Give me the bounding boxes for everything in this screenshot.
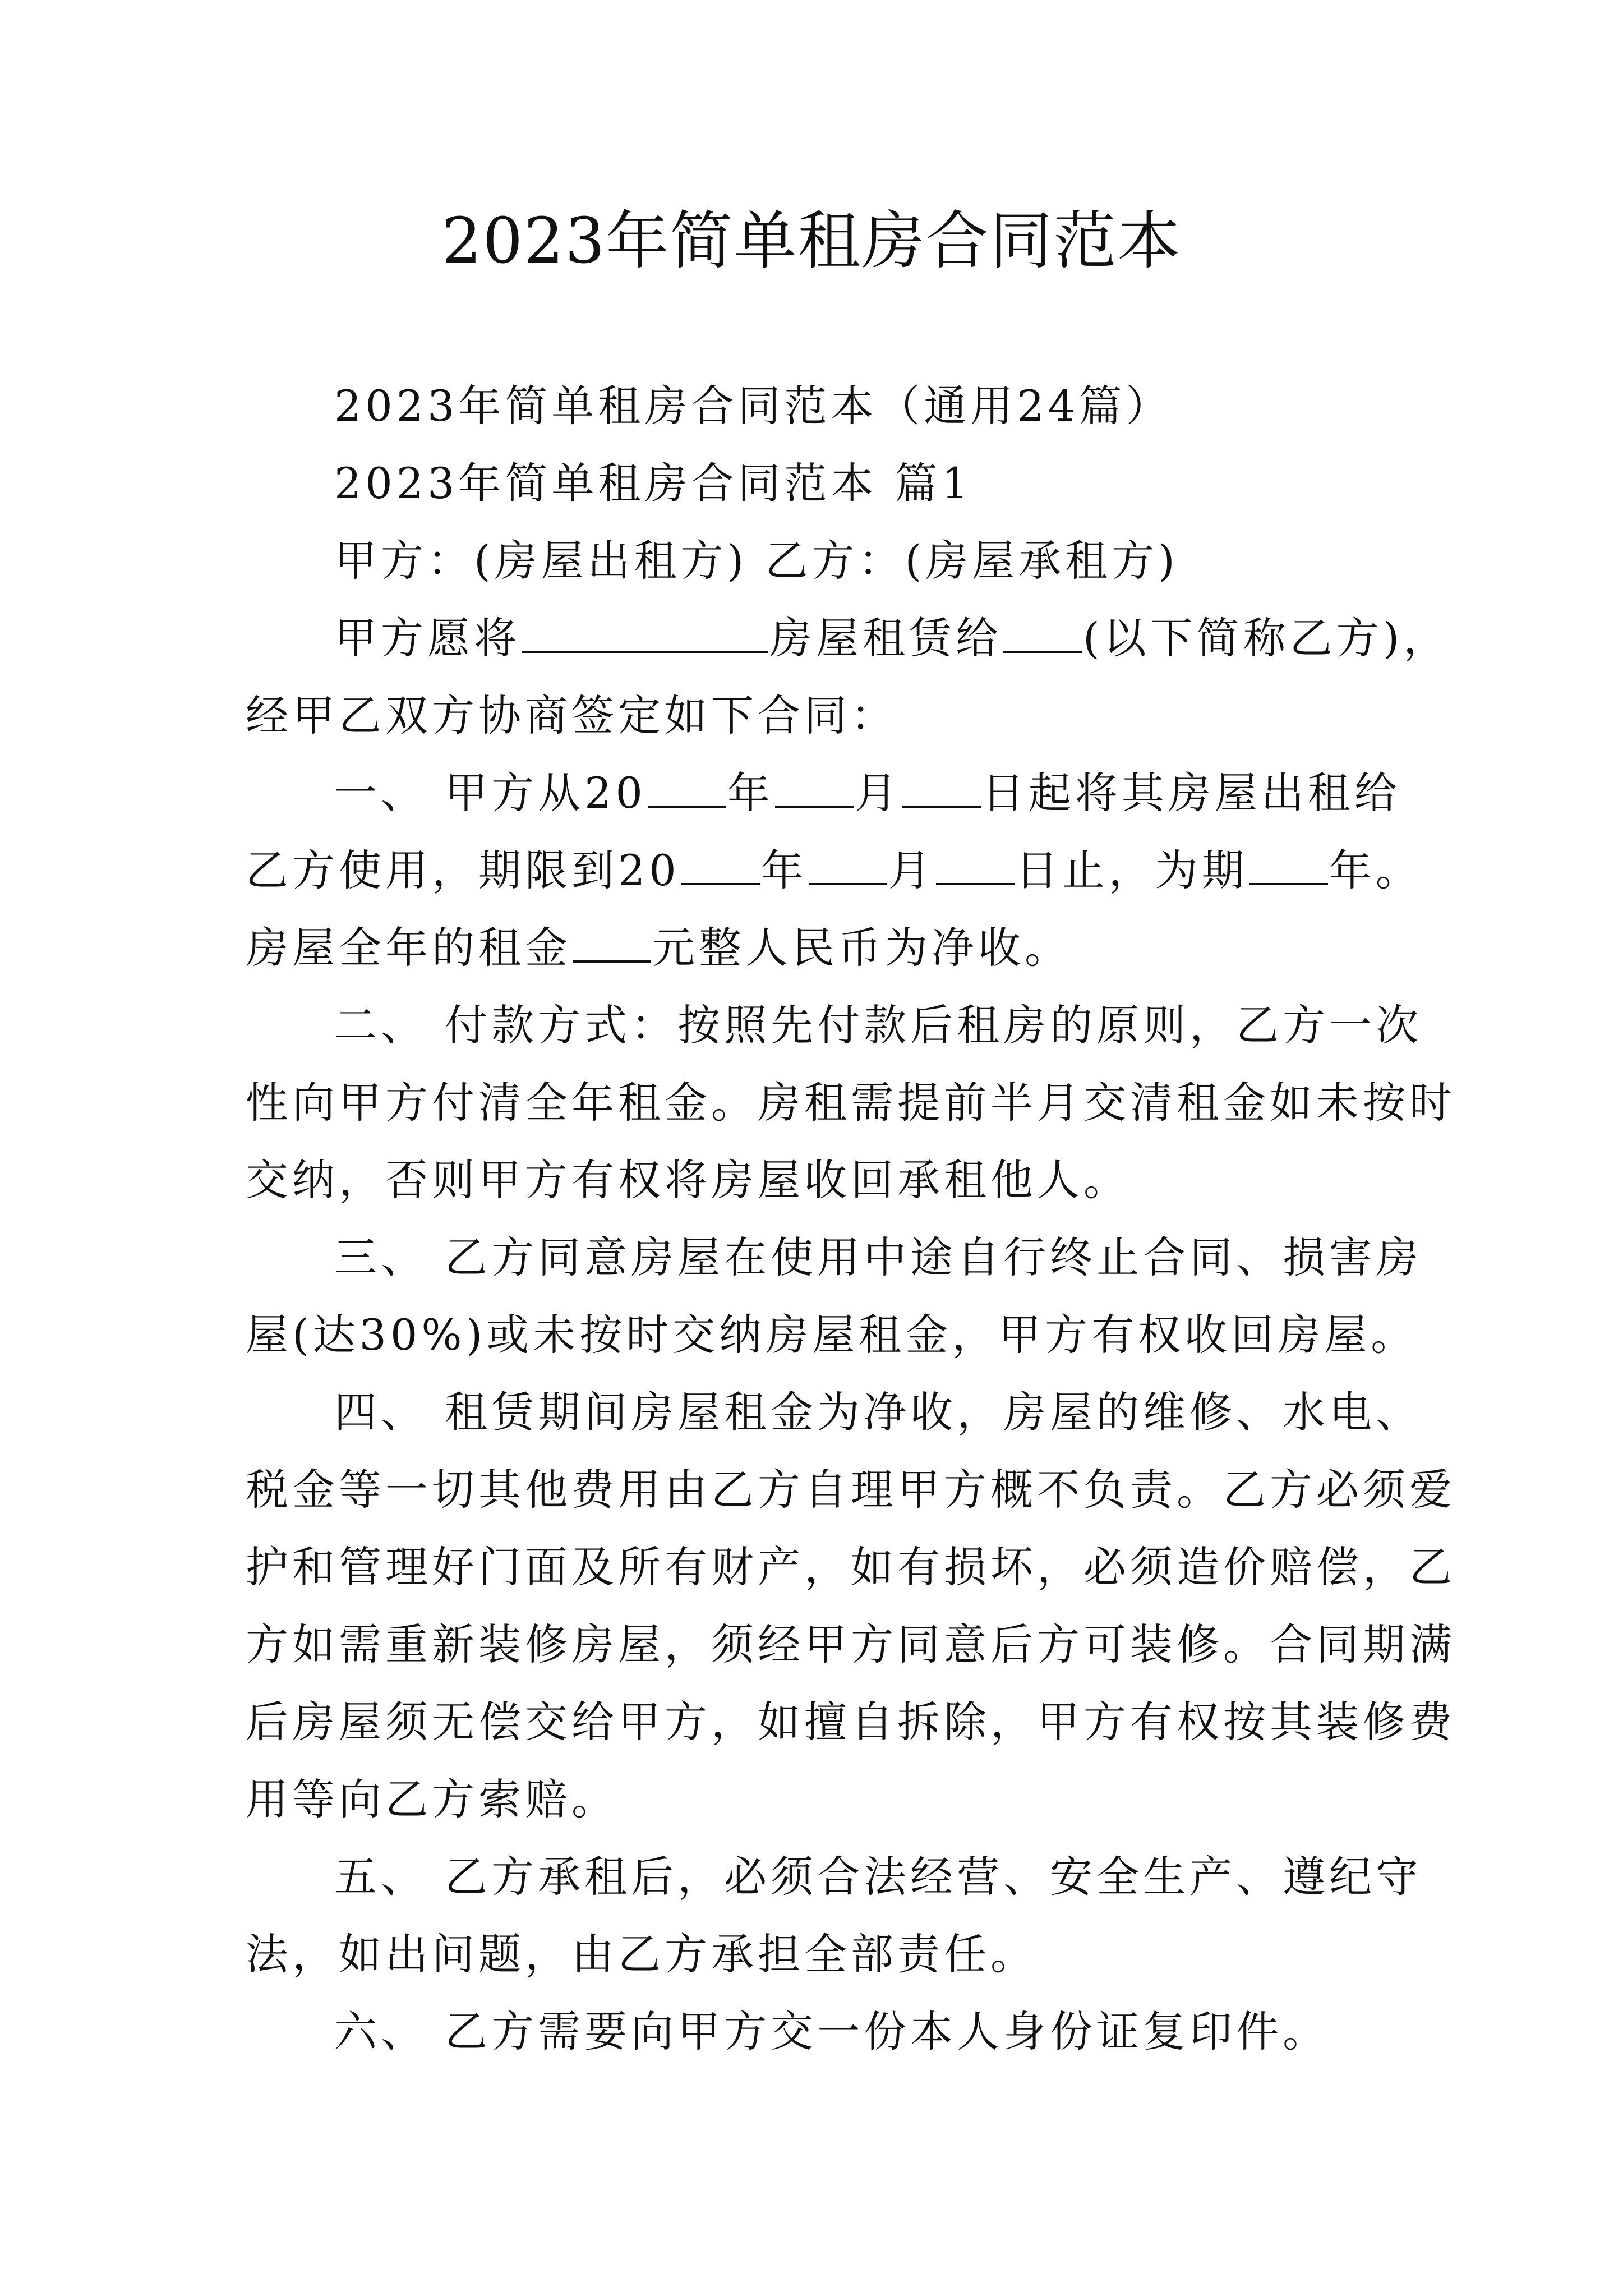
clause1-rent-unit: 元整人民币为净收。 [652, 923, 1071, 973]
clause1-term-text: 日止，为期 [1015, 845, 1248, 895]
intro-tail: (以下简称乙方)， [1083, 613, 1450, 663]
end-day-blank[interactable] [936, 848, 1015, 885]
clause4-line-2: 税金等一切其他费用由乙方自理甲方概不负责。乙方必须爱 [246, 1465, 1456, 1515]
clause3-line-2: 屋(达30%)或未按时交纳房屋租金，甲方有权收回房屋。 [246, 1310, 1418, 1360]
section-heading: 2023年简单租房合同范本 篇1 [334, 458, 972, 508]
clause4-line-4: 方如需重新装修房屋，须经甲方同意后方可装修。合同期满 [246, 1619, 1456, 1669]
start-month-blank[interactable] [775, 771, 854, 808]
clause4-line-1: 四、 租赁期间房屋租金为净收，房屋的维修、水电、 [334, 1387, 1423, 1437]
intro-lead: 甲方愿将 [334, 613, 520, 663]
clause4-line-5: 后房屋须无偿交给甲方，如擅自拆除，甲方有权按其装修费 [246, 1697, 1456, 1747]
property-blank[interactable] [522, 616, 768, 653]
clause1-end-year-label: 年 [760, 845, 808, 895]
clause4-line-3: 护和管理好门面及所有财产，如有损坏，必须造价赔偿，乙 [246, 1542, 1456, 1592]
clause1-day-text: 日起将其房屋出租给 [981, 768, 1401, 818]
intro-middle: 房屋租赁给 [769, 613, 1002, 663]
intro-line-1 [246, 600, 1450, 677]
clause5-line-1: 五、 乙方承租后，必须合法经营、安全生产、遵纪守 [334, 1852, 1423, 1902]
end-month-blank[interactable] [809, 848, 887, 885]
clause1-line-3 [246, 909, 1395, 987]
clause1-term-unit: 年。 [1329, 845, 1422, 895]
clause2-line-3: 交纳，否则甲方有权将房屋收回承租他人。 [246, 1155, 1130, 1205]
clause6-line-1: 六、 乙方需要向甲方交一份本人身份证复印件。 [334, 2007, 1330, 2056]
intro-line-2: 经甲乙双方协商签定如下合同： [246, 691, 897, 740]
annual-rent-blank[interactable] [573, 926, 651, 963]
clause2-line-1: 二、 付款方式：按照先付款后租房的原则，乙方一次 [334, 1000, 1423, 1050]
term-years-blank[interactable] [1249, 848, 1328, 885]
tenant-blank[interactable] [1003, 616, 1082, 653]
clause1-rent-text: 房屋全年的租金 [246, 923, 571, 973]
clause1-end-month-label: 月 [888, 845, 935, 895]
clause1-year-label: 年 [727, 768, 774, 818]
end-year-blank[interactable] [681, 848, 760, 885]
clause4-line-6: 用等向乙方索赔。 [246, 1774, 618, 1824]
subtitle-line: 2023年简单租房合同范本（通用24篇） [334, 381, 1173, 431]
document-body [246, 367, 1456, 2070]
clause1-start: 一、 甲方从20 [334, 768, 647, 818]
start-day-blank[interactable] [902, 771, 981, 808]
clause2-line-2: 性向甲方付清全年租金。房租需提前半月交清租金如未按时 [246, 1078, 1456, 1128]
clause1-end-text: 乙方使用，期限到20 [246, 845, 680, 895]
clause5-line-2: 法，如出问题，由乙方承担全部责任。 [246, 1929, 1037, 1979]
parties-line: 甲方：(房屋出租方) 乙方：(房屋承租方) [334, 536, 1179, 586]
clause1-month-label: 月 [854, 768, 901, 818]
clause1-line-1 [246, 754, 1401, 832]
start-year-blank[interactable] [648, 771, 726, 808]
clause1-line-2 [246, 832, 1422, 909]
document-title: 2023年简单租房合同范本 [441, 205, 1182, 278]
clause3-line-1: 三、 乙方同意房屋在使用中途自行终止合同、损害房 [334, 1232, 1423, 1282]
